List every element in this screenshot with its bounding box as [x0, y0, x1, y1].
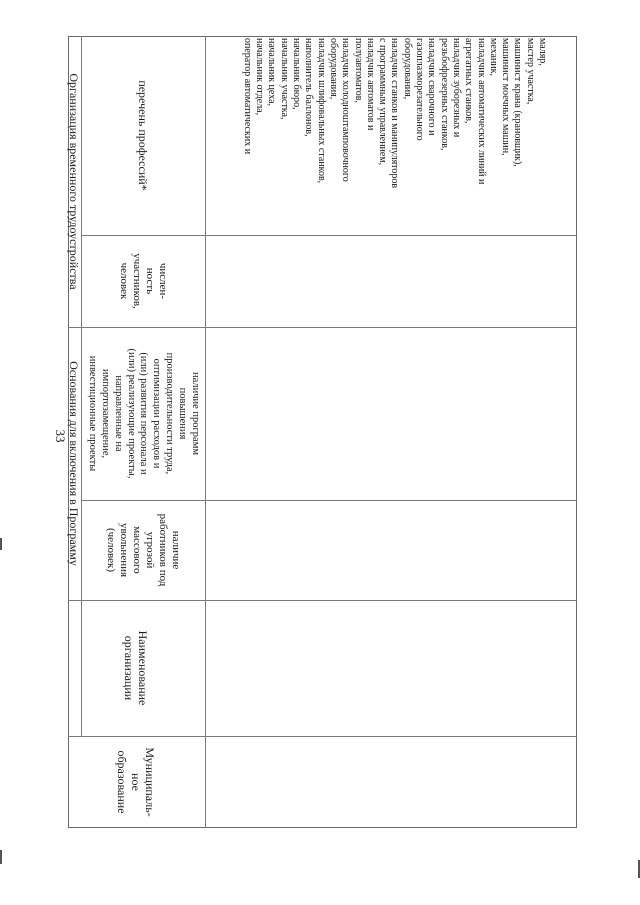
profession-line: оператор автоматических и — [241, 38, 253, 155]
header-org-group — [68, 36, 80, 327]
profession-line: с программным управлением, — [377, 38, 389, 166]
col-header-municipality — [68, 736, 205, 828]
page-number: 33 — [53, 429, 68, 443]
profession-line: механик, — [487, 38, 499, 77]
profession-line: начальник цеха, — [266, 38, 278, 107]
profession-line: оборудования, — [401, 38, 413, 100]
col-header-participants-label: числен- ность участников, человек — [118, 253, 169, 309]
profession-line: наполнитель баллонов, — [303, 38, 315, 137]
col-header-organization-name-label: Наименование организации — [122, 630, 151, 706]
profession-line: наладчик шлифовальных станков, — [315, 38, 327, 184]
col-header-organization-name — [68, 600, 205, 736]
profession-line: агрегатных станков, — [463, 38, 475, 124]
col-header-threatened-workers-label: наличие работников под угрозой массового увольнения (человек) — [105, 513, 182, 587]
professions-list — [210, 38, 550, 234]
profession-line: наладчик автоматических линий и — [475, 38, 487, 185]
table-divider-header-bottom — [205, 36, 206, 828]
profession-line: полуавтоматов, — [352, 38, 364, 103]
profession-line: мастер участка, — [524, 38, 536, 105]
scan-edge-mark — [0, 850, 2, 864]
profession-line: наладчик холодноштамповочного — [340, 38, 352, 182]
col-header-professions-label: перечень профессий* — [136, 80, 151, 191]
col-header-programs-label: наличие программ повышения производительности труда, оптимизации расходов и (или) развития персонала и (или) реализующие проекты, направленные на импортозамещение, инвестиционные проекты — [87, 348, 201, 479]
profession-line: газоплазморезательного — [414, 38, 426, 141]
profession-line: машинист моечных машин, — [500, 38, 512, 156]
col-header-programs — [81, 327, 205, 500]
header-grounds-group — [68, 327, 80, 600]
profession-line: наладчик автоматов и — [364, 38, 376, 131]
col-header-professions — [81, 36, 205, 235]
profession-line: начальник бюро, — [291, 38, 303, 110]
profession-line: начальник отдела, — [254, 38, 266, 116]
profession-line: начальник участка, — [278, 38, 290, 120]
profession-line: машинист крана (крановщик), — [512, 38, 524, 167]
header-grounds-group-label: Основания для включения в Программу — [67, 361, 81, 566]
profession-line: наладчик зуборезных и — [450, 38, 462, 138]
profession-line: наладчик сварочного и — [426, 38, 438, 136]
scan-edge-mark — [0, 538, 2, 550]
header-org-group-label: Организация временного трудоустройства — [67, 73, 81, 290]
col-header-municipality-label: Муниципаль- ное образование — [115, 747, 158, 817]
profession-line: оборудования, — [327, 38, 339, 100]
profession-line: резьбофрезерных станков, — [438, 38, 450, 151]
profession-line: маляр, — [537, 38, 548, 66]
profession-line: наладчик станков и манипуляторов — [389, 38, 401, 189]
col-header-threatened-workers — [81, 500, 205, 600]
col-header-participants — [81, 235, 205, 327]
